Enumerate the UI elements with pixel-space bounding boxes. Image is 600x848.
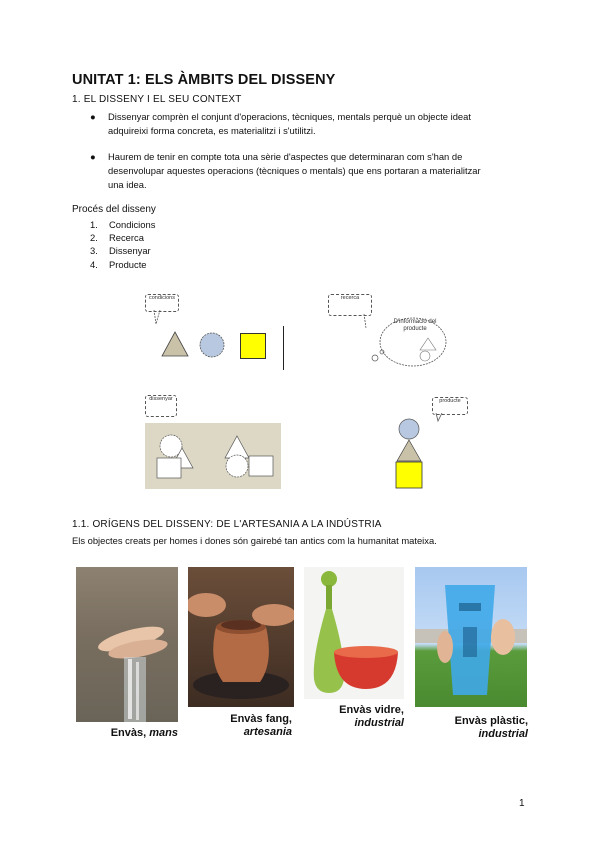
photo-plastic-cup [415,567,527,707]
page-number: 1 [519,798,525,809]
thought-text: D'informació del producte [393,319,437,332]
bullet-icon: ● [90,151,96,162]
triangle-shape [160,330,190,358]
bullet-line: desenvolupar aquestes operacions (tècniques o mentals) que ens portaran a materialitzar [108,165,481,176]
list-item: 4. Producte [90,258,147,270]
list-item: 1. Condicions [90,219,156,230]
section-heading: 1. EL DISSENY I EL SEU CONTEXT [72,94,242,105]
bullet-line: Dissenyar comprèn el conjunt d'operacions, tècniques, mentals perquè un objecte ideat [108,111,471,122]
square-shape [240,333,266,359]
bubble-tail-icon [150,310,170,332]
photo-clay-pot [188,567,294,707]
bullet-line: adquireixi forma concreta, es materialitzi i s'utilitzi. [108,125,316,136]
photo-caption: Envàs, mans [110,727,178,739]
list-item: 3. Dissenyar [90,245,151,257]
bubble-tail-icon [432,413,452,423]
glass-vessels-image [304,567,404,699]
clay-pot-image [188,567,294,707]
hands-water-image [76,567,178,722]
photo-caption: Envàs vidre, industrial [339,704,404,729]
bullet-line: Haurem de tenir en compte tota una sèrie d'aspectes que determinaran com s'han de [108,151,463,162]
process-heading: Procés del disseny [72,204,156,215]
conditions-bubble: condicions [145,294,179,312]
bullet-item [90,110,528,138]
photo-caption: Envàs plàstic, industrial [454,715,528,740]
paragraph: Els objectes creats per homes i dones són gairebé tan antics com la humanitat mateixa. [72,535,437,546]
photo-glass [304,567,404,699]
section-heading: 1.1. ORÍGENS DEL DISSENY: DE L'ARTESANIA A LA INDÚSTRIA [72,519,382,530]
list-item: 2. Recerca [90,232,144,244]
circle-shape [198,331,226,359]
bullet-icon: ● [90,111,96,122]
divider-line [283,326,284,370]
product-stack-icon [394,418,426,490]
plastic-cup-image [415,567,527,707]
process-steps-list [90,218,155,271]
research-bubble: recerca [328,294,372,316]
photo-hands-water [76,567,178,722]
design-bubble: dissenyar [145,395,177,417]
product-bubble: producte [432,397,468,415]
bullet-item [90,150,528,192]
bullet-line: una idea. [108,179,147,190]
page-title: UNITAT 1: ELS ÀMBITS DEL DISSENY [72,72,336,88]
design-sketch-icon [145,410,281,489]
photo-caption: Envàs fang, artesania [230,713,292,738]
